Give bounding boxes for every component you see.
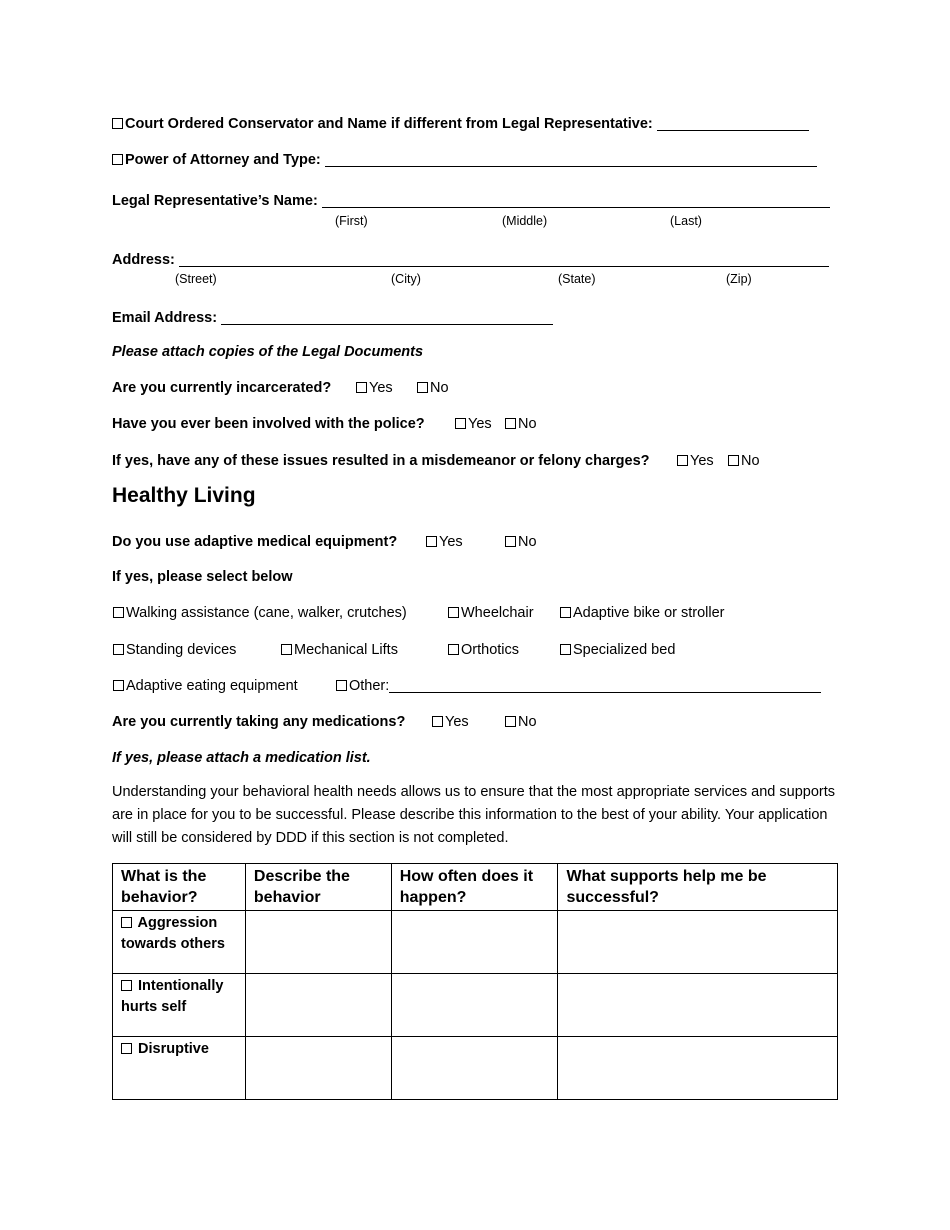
option-label: Adaptive bike or stroller (573, 605, 725, 621)
medications-no[interactable] (505, 714, 537, 730)
behavioral-health-paragraph: Understanding your behavioral health needs allows us to ensure that the most appropriate services and supports are in place for you to be successful. Please describe this information to the best of your ability. Your application will still be considered by DDD if this section is not completed. (112, 784, 836, 846)
option-adaptive-eating[interactable] (113, 678, 298, 694)
checkbox-icon (281, 644, 292, 655)
charges-no[interactable] (728, 453, 760, 469)
rep-last-hint: (Last) (670, 214, 702, 228)
incarcerated-question: Are you currently incarcerated? (112, 380, 332, 396)
option-label: Other: (349, 678, 390, 694)
charges-question: If yes, have any of these issues resulted in a misdemeanor or felony charges? (112, 453, 650, 469)
checkbox-icon (113, 644, 124, 655)
option-wheelchair[interactable] (448, 605, 534, 621)
checkbox-icon (432, 716, 443, 727)
checkbox-icon (505, 418, 516, 429)
rep-name-field[interactable] (322, 193, 830, 208)
checkbox-icon (336, 680, 347, 691)
no-label: No (518, 416, 537, 432)
incarcerated-no[interactable] (417, 380, 449, 396)
conservator-field[interactable] (657, 116, 809, 131)
police-no[interactable] (505, 416, 537, 432)
option-label: Specialized bed (573, 642, 676, 658)
poa-label: Power of Attorney and Type: (125, 152, 321, 168)
police-yes[interactable] (455, 416, 492, 432)
checkbox-icon (448, 607, 459, 618)
supports-cell[interactable] (558, 1037, 838, 1100)
yes-label: Yes (690, 453, 714, 469)
frequency-cell[interactable] (391, 974, 558, 1037)
checkbox-icon (560, 607, 571, 618)
table-row (113, 911, 838, 974)
checkbox-icon (505, 536, 516, 547)
healthy-living-heading: Healthy Living (112, 484, 256, 507)
behavior-cell[interactable] (113, 1037, 246, 1100)
yes-label: Yes (445, 714, 469, 730)
medications-question: Are you currently taking any medications? (112, 714, 406, 730)
charges-yes[interactable] (677, 453, 714, 469)
option-adaptive-bike[interactable] (560, 605, 725, 621)
yes-label: Yes (439, 534, 463, 550)
email-field[interactable] (221, 310, 553, 325)
behavior-label: Intentionally hurts self (121, 978, 224, 1015)
describe-cell[interactable] (245, 911, 391, 974)
checkbox-icon (728, 455, 739, 466)
option-label: Orthotics (461, 642, 520, 658)
address-label: Address: (112, 252, 175, 268)
conservator-row (112, 116, 809, 132)
checkbox-icon[interactable] (121, 980, 132, 991)
address-zip-hint: (Zip) (726, 272, 752, 286)
option-label: Standing devices (126, 642, 237, 658)
no-label: No (518, 714, 537, 730)
other-field[interactable] (389, 678, 821, 693)
poa-field[interactable] (325, 152, 817, 167)
address-street-hint: (Street) (175, 272, 217, 286)
rep-name-row (112, 193, 830, 209)
option-label: Wheelchair (461, 605, 534, 621)
checkbox-icon (677, 455, 688, 466)
behavior-cell[interactable] (113, 911, 246, 974)
email-row (112, 310, 553, 326)
address-row (112, 252, 829, 268)
no-label: No (430, 380, 449, 396)
address-state-hint: (State) (558, 272, 596, 286)
equipment-no[interactable] (505, 534, 537, 550)
table-header-row (113, 864, 838, 911)
yes-label: Yes (369, 380, 393, 396)
header-describe: Describe the behavior (245, 864, 391, 911)
option-standing-devices[interactable] (113, 642, 236, 658)
behavior-table (112, 863, 838, 1100)
option-label: Adaptive eating equipment (126, 678, 298, 694)
behavior-label: Disruptive (138, 1041, 209, 1057)
checkbox-icon (505, 716, 516, 727)
header-frequency: How often does it happen? (391, 864, 558, 911)
option-mechanical-lifts[interactable] (281, 642, 398, 658)
rep-middle-hint: (Middle) (502, 214, 548, 228)
option-other[interactable] (336, 678, 821, 694)
checkbox-icon[interactable] (121, 1043, 132, 1054)
checkbox-icon (455, 418, 466, 429)
conservator-label: Court Ordered Conservator and Name if different from Legal Representative: (125, 116, 653, 132)
checkbox-icon (417, 382, 428, 393)
checkbox-icon (356, 382, 367, 393)
checkbox-icon (426, 536, 437, 547)
conservator-checkbox[interactable] (112, 118, 123, 129)
no-label: No (741, 453, 760, 469)
frequency-cell[interactable] (391, 911, 558, 974)
frequency-cell[interactable] (391, 1037, 558, 1100)
header-supports: What supports help me be successful? (558, 864, 838, 911)
equipment-question: Do you use adaptive medical equipment? (112, 534, 398, 550)
supports-cell[interactable] (558, 974, 838, 1037)
checkbox-icon[interactable] (121, 917, 132, 928)
option-orthotics[interactable] (448, 642, 519, 658)
behavior-label: Aggression towards others (121, 915, 225, 952)
checkbox-icon (560, 644, 571, 655)
checkbox-icon (448, 644, 459, 655)
header-behavior: What is the behavior? (113, 864, 246, 911)
behavior-cell[interactable] (113, 974, 246, 1037)
supports-cell[interactable] (558, 911, 838, 974)
option-specialized-bed[interactable] (560, 642, 675, 658)
rep-first-hint: (First) (335, 214, 368, 228)
option-label: Mechanical Lifts (294, 642, 398, 658)
describe-cell[interactable] (245, 974, 391, 1037)
address-city-hint: (City) (391, 272, 421, 286)
describe-cell[interactable] (245, 1037, 391, 1100)
address-field[interactable] (179, 252, 829, 267)
email-label: Email Address: (112, 310, 218, 326)
rep-name-label: Legal Representative’s Name: (112, 193, 318, 209)
yes-label: Yes (468, 416, 492, 432)
select-below-label: If yes, please select below (112, 569, 293, 585)
no-label: No (518, 534, 537, 550)
medication-note: If yes, please attach a medication list. (112, 750, 371, 766)
attach-note: Please attach copies of the Legal Documents (112, 344, 424, 360)
option-label: Walking assistance (cane, walker, crutches) (126, 605, 407, 621)
table-row (113, 974, 838, 1037)
medications-yes[interactable] (432, 714, 469, 730)
equipment-yes[interactable] (426, 534, 463, 550)
table-row (113, 1037, 838, 1100)
checkbox-icon (113, 607, 124, 618)
incarcerated-yes[interactable] (356, 380, 393, 396)
police-question: Have you ever been involved with the police? (112, 416, 425, 432)
poa-row (112, 152, 817, 168)
poa-checkbox[interactable] (112, 154, 123, 165)
option-walking-assistance[interactable] (113, 605, 407, 621)
checkbox-icon (113, 680, 124, 691)
